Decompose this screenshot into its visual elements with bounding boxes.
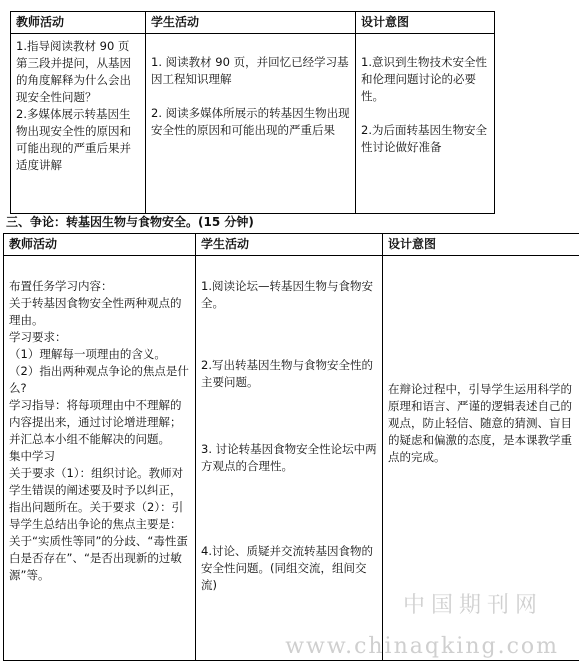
teacher-item-2: 2.多媒体展示转基因生物出现安全性的原因和可能出现的严重后果并适度讲解 bbox=[16, 107, 131, 172]
teacher-activity-cell bbox=[4, 256, 196, 661]
design-item-2: 2.为后面转基因生物安全性讨论做好准备 bbox=[361, 123, 487, 154]
teacher-line-6: 学习指导：将每项理由中不理解的内容提出来，通过讨论增进理解；并汇总本小组不能解决的问题。 bbox=[9, 398, 182, 446]
teacher-item-1: 1.指导阅读教材 90 页第三段并提问，从基因的角度解释为什么会出现安全性问题？ bbox=[16, 39, 131, 104]
header-teacher: 教师活动 bbox=[11, 12, 146, 34]
header-design: 设计意图 bbox=[356, 12, 495, 34]
header-design: 设计意图 bbox=[383, 234, 579, 256]
teacher-line-4: （1）理解每一项理由的含义。 bbox=[9, 347, 166, 361]
teacher-activity-cell bbox=[11, 34, 146, 214]
teacher-line-2: 关于转基因食物安全性两种观点的理由。 bbox=[9, 296, 182, 327]
teacher-line-7: 集中学习 bbox=[9, 449, 55, 463]
student-item-1: 1.阅读论坛—转基因生物与食物安全。 bbox=[201, 279, 373, 310]
teacher-line-5: （2）指出两种观点争论的焦点是什么? bbox=[9, 364, 189, 395]
student-activity-cell bbox=[146, 34, 356, 214]
design-item-1: 1.意识到生物技术安全性和伦理问题讨论的必要性。 bbox=[361, 55, 487, 103]
header-teacher: 教师活动 bbox=[4, 234, 196, 256]
student-item-3: 3. 讨论转基因食物安全性论坛中两方观点的合理性。 bbox=[201, 442, 377, 473]
section-title: 三、争论：转基因生物与食物安全。(15 分钟) bbox=[6, 215, 254, 229]
watermark-url: www.chinaqking.com bbox=[285, 634, 559, 659]
header-student: 学生活动 bbox=[146, 12, 356, 34]
design-intent-cell bbox=[356, 34, 495, 214]
teacher-line-3: 学习要求： bbox=[9, 330, 67, 344]
activity-table-1 bbox=[10, 11, 495, 214]
teacher-line-1: 布置任务学习内容： bbox=[9, 279, 113, 293]
student-item-4: 4.讨论、质疑并交流转基因食物的安全性问题。(同组交流，组间交流) bbox=[201, 544, 373, 592]
student-item-2: 2.写出转基因生物与食物安全性的主要问题。 bbox=[201, 358, 373, 389]
watermark-logo-text: 中国期刊网 bbox=[402, 593, 543, 618]
header-student: 学生活动 bbox=[196, 234, 383, 256]
student-item-2: 2. 阅读多媒体所展示的转基因生物出现安全性的原因和可能出现的严重后果 bbox=[151, 106, 350, 137]
design-text: 在辩论过程中，引导学生运用科学的原理和语言、严谨的逻辑表述自己的观点，防止轻信、随意的猜测、盲目的疑虑和偏激的态度，是本课教学重点的完成。 bbox=[388, 382, 572, 464]
student-activity-cell bbox=[196, 256, 383, 661]
teacher-line-8: 关于要求（1）：组织讨论。教师对学生错误的阐述要及时予以纠正，指出问题所在。关于要求（2）：引导学生总结出争论的焦点主要是：关于“实质性等同”的分歧、“毒性蛋白是否存在”、“是否出现新的过敏源”等。 bbox=[9, 466, 188, 582]
student-item-1: 1. 阅读教材 90 页，并回忆已经学习基因工程知识理解 bbox=[151, 55, 349, 86]
